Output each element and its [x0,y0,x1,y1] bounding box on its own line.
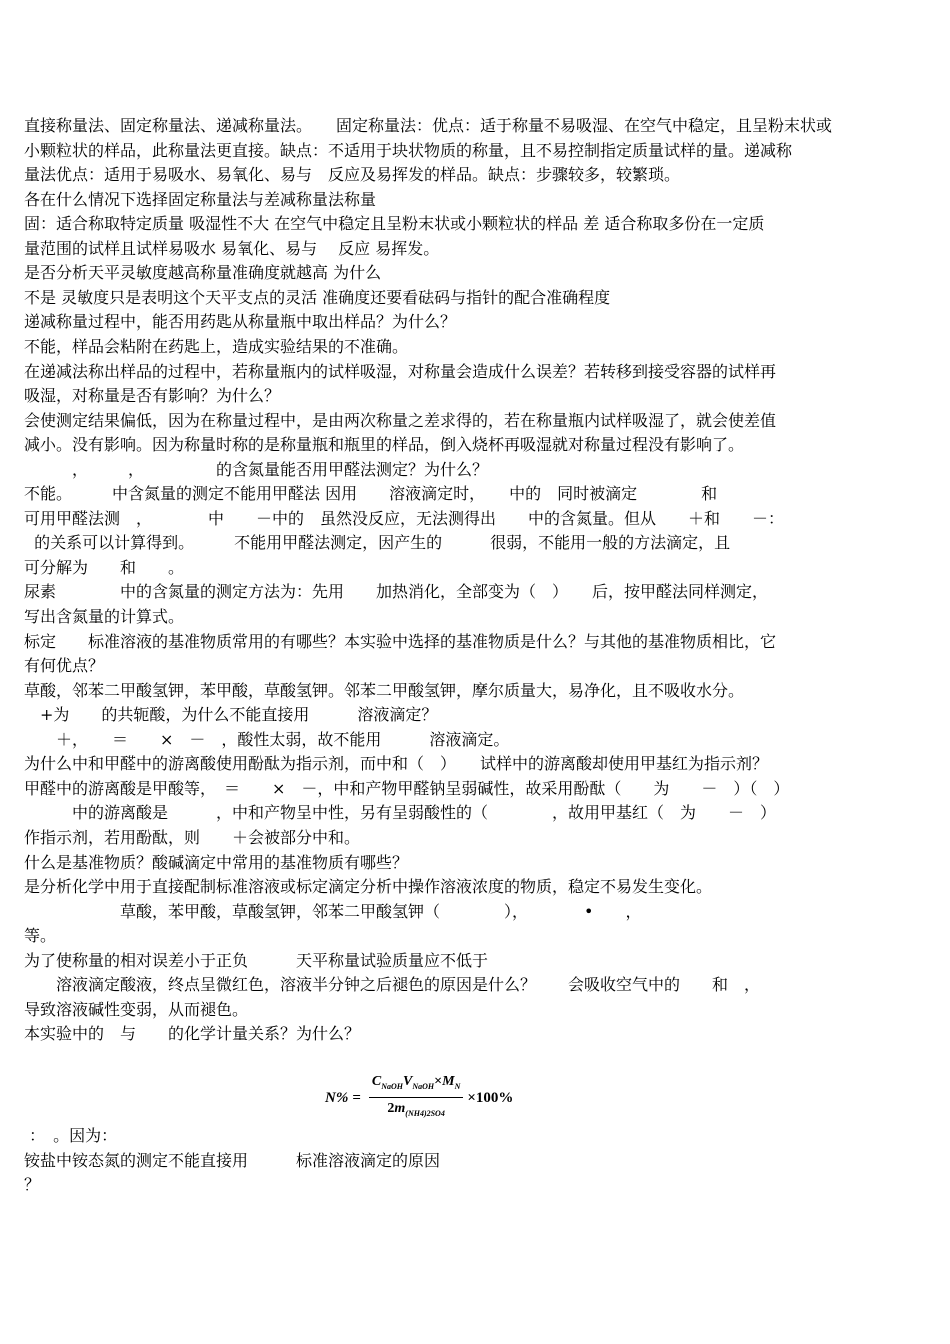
text-line: 不能，样品会粘附在药匙上，造成实验结果的不准确。 [24,336,409,356]
text-line: 不能。 中含氮量的测定不能用甲醛法 因用 溶液滴定时， 中的 同时被滴定 和 [24,484,718,504]
formula-den-sub: (NH4)2SO4 [405,1108,445,1118]
text-line: 量法优点：适用于易吸水、易氧化、易与 反应及易挥发的样品。缺点：步骤较多，较繁琐。 [24,165,681,185]
text-line: 写出含氮量的计算式。 [24,607,185,626]
text-line: +为 的共轭酸，为什么不能直接用 溶液滴定？ [24,705,438,725]
text-line: 草酸，苯甲酸，草酸氢钾，邻苯二甲酸氢钾（ ）， • ， [24,901,642,921]
formula-den-m: m [394,1100,406,1116]
formula-equals: = [352,1089,361,1106]
text-line: 是分析化学中用于直接配制标准溶液或标定滴定分析中操作溶液浓度的物质，稳定不易发生变化。 [24,877,713,897]
text-line: ？ [24,1175,41,1194]
text-line: 吸湿，对称量是否有影响？为什么？ [24,386,281,406]
text-line: 溶液滴定酸液，终点呈微红色，溶液半分钟之后褪色的原因是什么？ 会吸收空气中的 和 ， [24,975,761,995]
formula-m-sub: N [454,1081,461,1091]
formula-lhs: N% [325,1089,349,1106]
formula-denominator [387,1098,444,1124]
text-line: 什么是基准物质？酸碱滴定中常用的基准物质有哪些？ [24,852,409,872]
formula-percent: ×100% [467,1089,514,1106]
text-line: 有何优点？ [24,656,105,676]
formula-den-coef: 2 [387,1100,395,1116]
formula-c-sub: NaOH [381,1081,404,1091]
formula-m: M [442,1073,455,1089]
text-line: 为了使称量的相对误差小于正负 天平称量试验质量应不低于 [24,950,489,970]
text-line: 会使测定结果偏低，因为在称量过程中，是由两次称量之差求得的，若在称量瓶内试样吸湿了，就会使差值 [24,410,777,430]
text-line: 在递减法称出样品的过程中，若称量瓶内的试样吸湿，对称量会造成什么误差？若转移到接受容器的试样再 [24,361,777,381]
text-line: 尿素 中的含氮量的测定方法为：先用 加热消化，全部变为（ ） 后，按甲醛法同样测定， [24,582,769,602]
text-line: 可用甲醛法测 ， 中 －中的 虽然没反应，无法测得出 中的含氮量。但从 ＋和 －： [24,508,785,528]
text-line: 固：适合称取特定质量 吸湿性不大 在空气中稳定且呈粉末状或小颗粒状的样品 差 适合称取多份在一定质 [24,214,765,234]
formula-c: C [371,1073,382,1089]
text-line: 等。 [24,926,57,946]
formula-v-sub: NaOH [412,1081,435,1091]
text-line: 草酸，邻苯二甲酸氢钾，苯甲酸，草酸氢钾。邻苯二甲酸氢钾，摩尔质量大，易净化，且不吸收水分。 [24,680,745,700]
text-line: ， ， 的含氮量能否用甲醛法测定？为什么？ [24,459,489,479]
text-line: 标定 标准溶液的基准物质常用的有哪些？本实验中选择的基准物质是什么？与其他的基准物质相比，它 [24,631,777,651]
text-line: 中的游离酸是 ，中和产物呈中性，另有呈弱酸性的（ ，故用甲基红（ 为 － ） [24,803,777,823]
text-line: ： 。因为： [24,1126,118,1145]
text-line: 铵盐中铵态氮的测定不能直接用 标准溶液滴定的原因 [24,1151,441,1170]
text-line: 小颗粒状的样品，此称量法更直接。缺点：不适用于块状物质的称量，且不易控制指定质量试样的量。递减称 [24,140,793,160]
text-line: 可分解为 和 。 [24,557,185,577]
text-line: 不是 灵敏度只是表明这个天平支点的灵活 准确度还要看砝码与指针的配合准确程度 [24,287,611,307]
text-line: 量范围的试样且试样易吸水 易氧化、易与 反应 易挥发。 [24,238,440,258]
text-line: 本实验中的 与 的化学计量关系？为什么？ [24,1024,361,1044]
formula-times: × [434,1073,443,1089]
formula-numerator [369,1073,463,1098]
text-line: 各在什么情况下选择固定称量法与差减称量法称量 [24,189,377,209]
text-line: 甲醛中的游离酸是甲酸等， ＝ × －，中和产物甲醛钠呈弱碱性，故采用酚酞（ 为 － ）（ ） [24,778,790,798]
text-line: 减小。没有影响。因为称量时称的是称量瓶和瓶里的样品，倒入烧杯再吸湿就对称量过程没有影响了。 [24,435,745,455]
formula-v: V [403,1073,413,1089]
text-line: 的关系可以计算得到。 不能用甲醛法测定，因产生的 很弱，不能用一般的方法滴定，且 [24,533,731,553]
text-line: 作指示剂，若用酚酞，则 ＋会被部分中和。 [24,827,361,847]
text-line: 直接称量法、固定称量法、递减称量法。 固定称量法：优点：适于称量不易吸湿、在空气中稳定，且呈粉末状或 [24,116,833,135]
text-line: ＋， ＝ × － ，酸性太弱，故不能用 溶液滴定。 [24,729,510,749]
nitrogen-percent-formula [325,1075,513,1121]
text-line: 为什么中和甲醛中的游离酸使用酚酞为指示剂，而中和（ ） 试样中的游离酸却使用甲基红为指示剂？ [24,754,769,774]
text-line: 导致溶液碱性变弱，从而褪色。 [24,999,249,1019]
text-line: 是否分析天平灵敏度越高称量准确度就越高 为什么 [24,263,382,283]
text-line: 递减称量过程中，能否用药匙从称量瓶中取出样品？为什么？ [24,312,457,332]
formula-fraction [369,1073,463,1124]
